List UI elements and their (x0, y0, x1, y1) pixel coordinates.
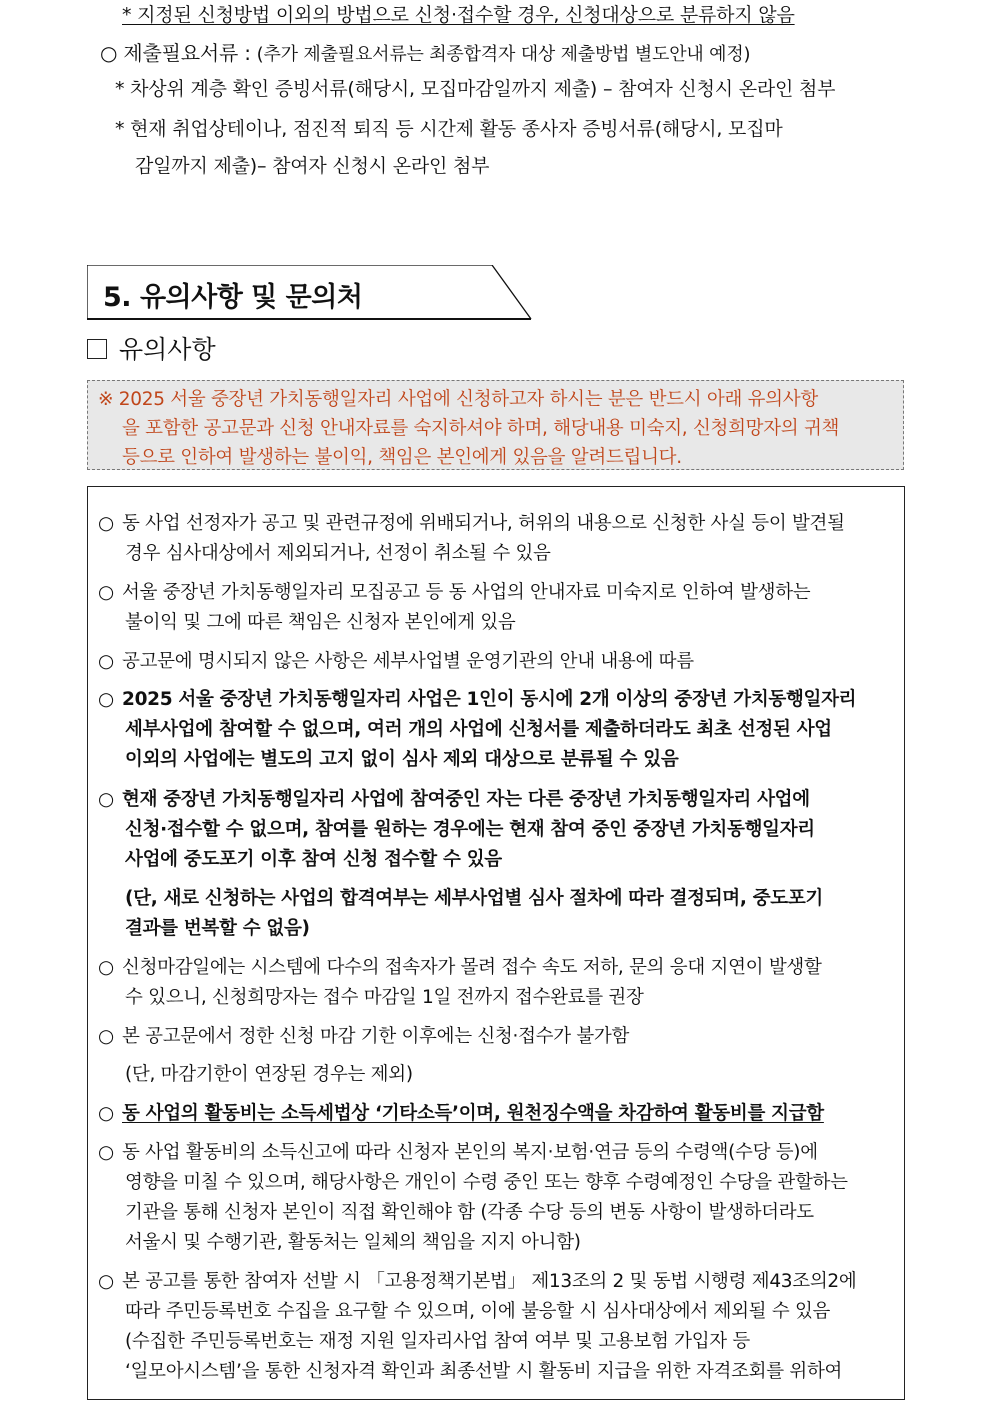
list-item-cont: 사업에 중도포기 이후 참여 신청 접수할 수 있음 (125, 849, 502, 870)
required-doc-2: * 현재 취업상테이나, 점진적 퇴직 등 시간제 활동 종사자 증빙서류(해당시, 모집마 (115, 118, 783, 140)
circle-bullet-icon: ○ (98, 513, 114, 534)
list-item-bold: ○ 동 사업의 활동비는 소득세법상 ‘기타소득’이며, 원천징수액을 차감하여 활동비를 지급함 (98, 1103, 824, 1124)
list-item-cont: 영향을 미칠 수 있으며, 해당사항은 개인이 수령 중인 또는 향후 수령예정인 수당을 관할하는 (125, 1172, 848, 1193)
precautions-list (87, 486, 905, 1400)
checkbox-square-icon (87, 339, 107, 359)
list-item-cont: ‘일모아시스템’을 통한 신청자격 확인과 최종선발 시 활동비 지급을 위한 자격조회를 위하여 (125, 1361, 843, 1382)
list-item: ○ 동 사업 활동비의 소득신고에 따라 신청자 본인의 복지·보험·연금 등의 수령액(수당 등)에 (98, 1142, 818, 1163)
list-item: ○ 본 공고문에서 정한 신청 마감 기한 이후에는 신청·접수가 불가함 (98, 1026, 630, 1047)
circle-bullet-icon: ○ (98, 789, 114, 810)
required-docs-heading (100, 37, 750, 66)
circle-bullet-icon: ○ (98, 957, 114, 978)
list-item-cont: 결과를 번복할 수 없음) (125, 918, 310, 939)
list-item-cont: 불이익 및 그에 따른 책임은 신청자 본인에게 있음 (125, 612, 516, 633)
notice-line-2: 을 포함한 공고문과 신청 안내자료를 숙지하셔야 하며, 해당내용 미숙지, 신청희망자의 귀책 (122, 418, 840, 439)
list-item: ○ 서울 중장년 가치동행일자리 모집공고 등 동 사업의 안내자료 미숙지로 인하여 발생하는 (98, 582, 811, 603)
list-item-cont: 수 있으니, 신청희망자는 접수 마감일 1일 전까지 접수완료를 권장 (125, 987, 644, 1008)
list-item-cont: 기관을 통해 신청자 본인이 직접 확인해야 함 (각종 수당 등의 변동 사항이 발생하더라도 (125, 1202, 814, 1223)
list-item: ○ 공고문에 명시되지 않은 사항은 세부사업별 운영기관의 안내 내용에 따름 (98, 651, 694, 672)
rule-note: * 지정된 신청방법 이외의 방법으로 신청·접수할 경우, 신청대상으로 분류하지 않음 (122, 4, 795, 26)
circle-bullet-icon: ○ (98, 1103, 114, 1124)
list-item-bold: ○ 2025 서울 중장년 가치동행일자리 사업은 1인이 동시에 2개 이상의 중장년 가치동행일자리 (98, 689, 857, 710)
list-item: ○ 동 사업 선정자가 공고 및 관련규정에 위배되거나, 허위의 내용으로 신청한 사실 등이 발견될 (98, 513, 845, 534)
sub-section-title (87, 330, 216, 366)
list-item-cont: 신청·접수할 수 없으며, 참여를 원하는 경우에는 현재 참여 중인 중장년 가치동행일자리 (125, 819, 815, 840)
list-item-bold: ○ 현재 중장년 가치동행일자리 사업에 참여중인 자는 다른 중장년 가치동행일자리 사업에 (98, 789, 810, 810)
circle-bullet-icon: ○ (98, 582, 114, 603)
section-title: 5. 유의사항 및 문의처 (103, 282, 363, 313)
list-item-cont: 경우 심사대상에서 제외되거나, 선정이 취소될 수 있음 (125, 543, 551, 564)
required-doc-1: * 차상위 계층 확인 증빙서류(해당시, 모집마감일까지 제출) – 참여자 신청시 온라인 첨부 (115, 78, 836, 100)
notice-line-1: ※ 2025 서울 중장년 가치동행일자리 사업에 신청하고자 하시는 분은 반드시 아래 유의사항 (98, 389, 818, 410)
circle-bullet-icon: ○ (98, 1142, 114, 1163)
list-item-cont: 서울시 및 수행기관, 활동처는 일체의 책임을 지지 아니함) (125, 1232, 581, 1253)
list-item: ○ 본 공고를 통한 참여자 선발 시 「고용정책기본법」 제13조의 2 및 동법 시행령 제43조의2에 (98, 1271, 857, 1292)
required-doc-2-cont: 감일까지 제출)– 참여자 신청시 온라인 첨부 (135, 155, 490, 177)
list-item-cont: (단, 새로 신청하는 사업의 합격여부는 세부사업별 심사 절차에 따라 결정되며, 중도포기 (125, 888, 824, 909)
list-item-cont: 따라 주민등록번호 수집을 요구할 수 있으며, 이에 불응할 시 심사대상에서 제외될 수 있음 (125, 1301, 831, 1322)
circle-bullet-icon: ○ (98, 1271, 114, 1292)
required-docs-note: (추가 제출필요서류는 최종합격자 대상 제출방법 별도안내 예정) (256, 44, 751, 65)
notice-line-3: 등으로 인하여 발생하는 불이익, 책임은 본인에게 있음을 알려드립니다. (122, 447, 682, 468)
list-item-cont: (단, 마감기한이 연장된 경우는 제외) (125, 1064, 413, 1085)
list-item-cont: (수집한 주민등록번호는 재정 지원 일자리사업 참여 여부 및 고용보험 가입자 등 (125, 1331, 750, 1352)
sub-section-label: 유의사항 (119, 335, 216, 364)
list-item-cont: 세부사업에 참여할 수 없으며, 여러 개의 사업에 신청서를 제출하더라도 최초 선정된 사업 (125, 719, 832, 740)
list-item-cont: 이외의 사업에는 별도의 고지 없이 심사 제외 대상으로 분류될 수 있음 (125, 749, 679, 770)
required-docs-label: ○ 제출필요서류 : (100, 41, 251, 65)
circle-bullet-icon: ○ (98, 689, 114, 710)
list-item: ○ 신청마감일에는 시스템에 다수의 접속자가 몰려 접수 속도 저하, 문의 응대 지연이 발생할 (98, 957, 822, 978)
circle-bullet-icon: ○ (98, 651, 114, 672)
notice-box (87, 380, 904, 470)
circle-bullet-icon: ○ (98, 1026, 114, 1047)
section-heading (87, 265, 532, 320)
